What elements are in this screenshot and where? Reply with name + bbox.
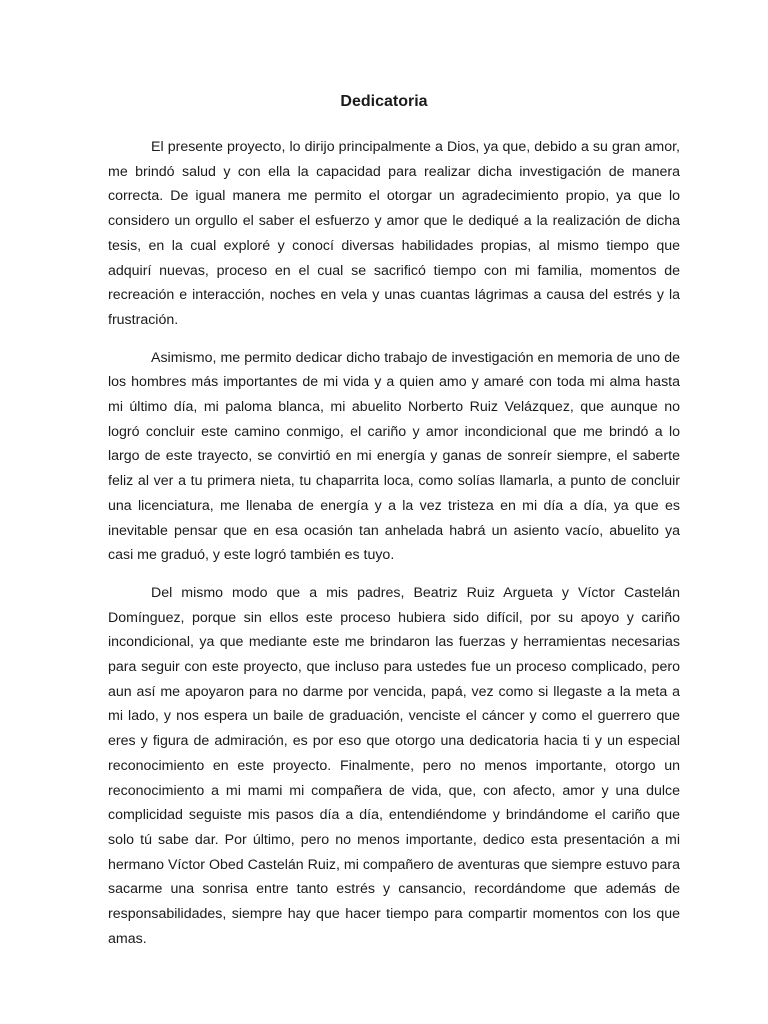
page-title: Dedicatoria (340, 93, 428, 110)
paragraph-1: El presente proyecto, lo dirijo principalmente a Dios, ya que, debido a su gran amor, me brindó salud y con ella la capacidad para realizar dicha investigación de manera correcta. De igual manera me permito el otorgar un agradecimiento propio, ya que lo considero un orgullo el saber el esfuerzo y amor que le dediqué a la realización de dicha tesis, en la cual exploré y conocí diversas habilidades propias, al mismo tiempo que adquirí nuevas, proceso en el cual se sacrificó tiempo con mi familia, momentos de recreación e interacción, noches en vela y unas cuantas lágrimas a causa del estrés y la frustración. (108, 139, 680, 328)
paragraph-2: Asimismo, me permito dedicar dicho trabajo de investigación en memoria de uno de los hombres más importantes de mi vida y a quien amo y amaré con toda mi alma hasta mi último día, mi paloma blanca, mi abuelito Norberto Ruiz Velázquez, que aunque no logró concluir este camino conmigo, el cariño y amor incondicional que me brindó a lo largo de este trayecto, se convirtió en mi energía y ganas de sonreír siempre, el saberte feliz al ver a tu primera nieta, tu chaparrita loca, como solías llamarla, a punto de concluir una licenciatura, me llenaba de energía y a la vez tristeza en mi día a día, ya que es inevitable pensar que en esa ocasión tan anhelada habrá un asiento vacío, abuelito ya casi me graduó, y este logró también es tuyo. (108, 349, 680, 564)
document-body (108, 135, 680, 965)
paragraph-3: Del mismo modo que a mis padres, Beatriz Ruiz Argueta y Víctor Castelán Domínguez, porque sin ellos este proceso hubiera sido difícil, por su apoyo y cariño incondicional, ya que mediante este me brindaron las fuerzas y herramientas necesarias para seguir con este proyecto, que incluso para ustedes fue un proceso complicado, pero aun así me apoyaron para no darme por vencida, papá, vez como si llegaste a la meta a mi lado, y nos espera un baile de graduación, venciste el cáncer y como el guerrero que eres y figura de admiración, es por eso que otorgo una dedicatoria hacia ti y un especial reconocimiento en este proyecto. Finalmente, pero no menos importante, otorgo un reconocimiento a mi mami mi compañera de vida, que, con afecto, amor y una dulce complicidad seguiste mis pasos día a día, entendiéndome y brindándome el cariño que solo tú sabe dar. Por último, pero no menos importante, dedico esta presentación a mi hermano Víctor Obed Castelán Ruiz, mi compañero de aventuras que siempre estuvo para sacarme una sonrisa entre tanto estrés y cansancio, recordándome que además de responsabilidades, siempre hay que hacer tiempo para compartir momentos con los que amas. (108, 584, 680, 947)
